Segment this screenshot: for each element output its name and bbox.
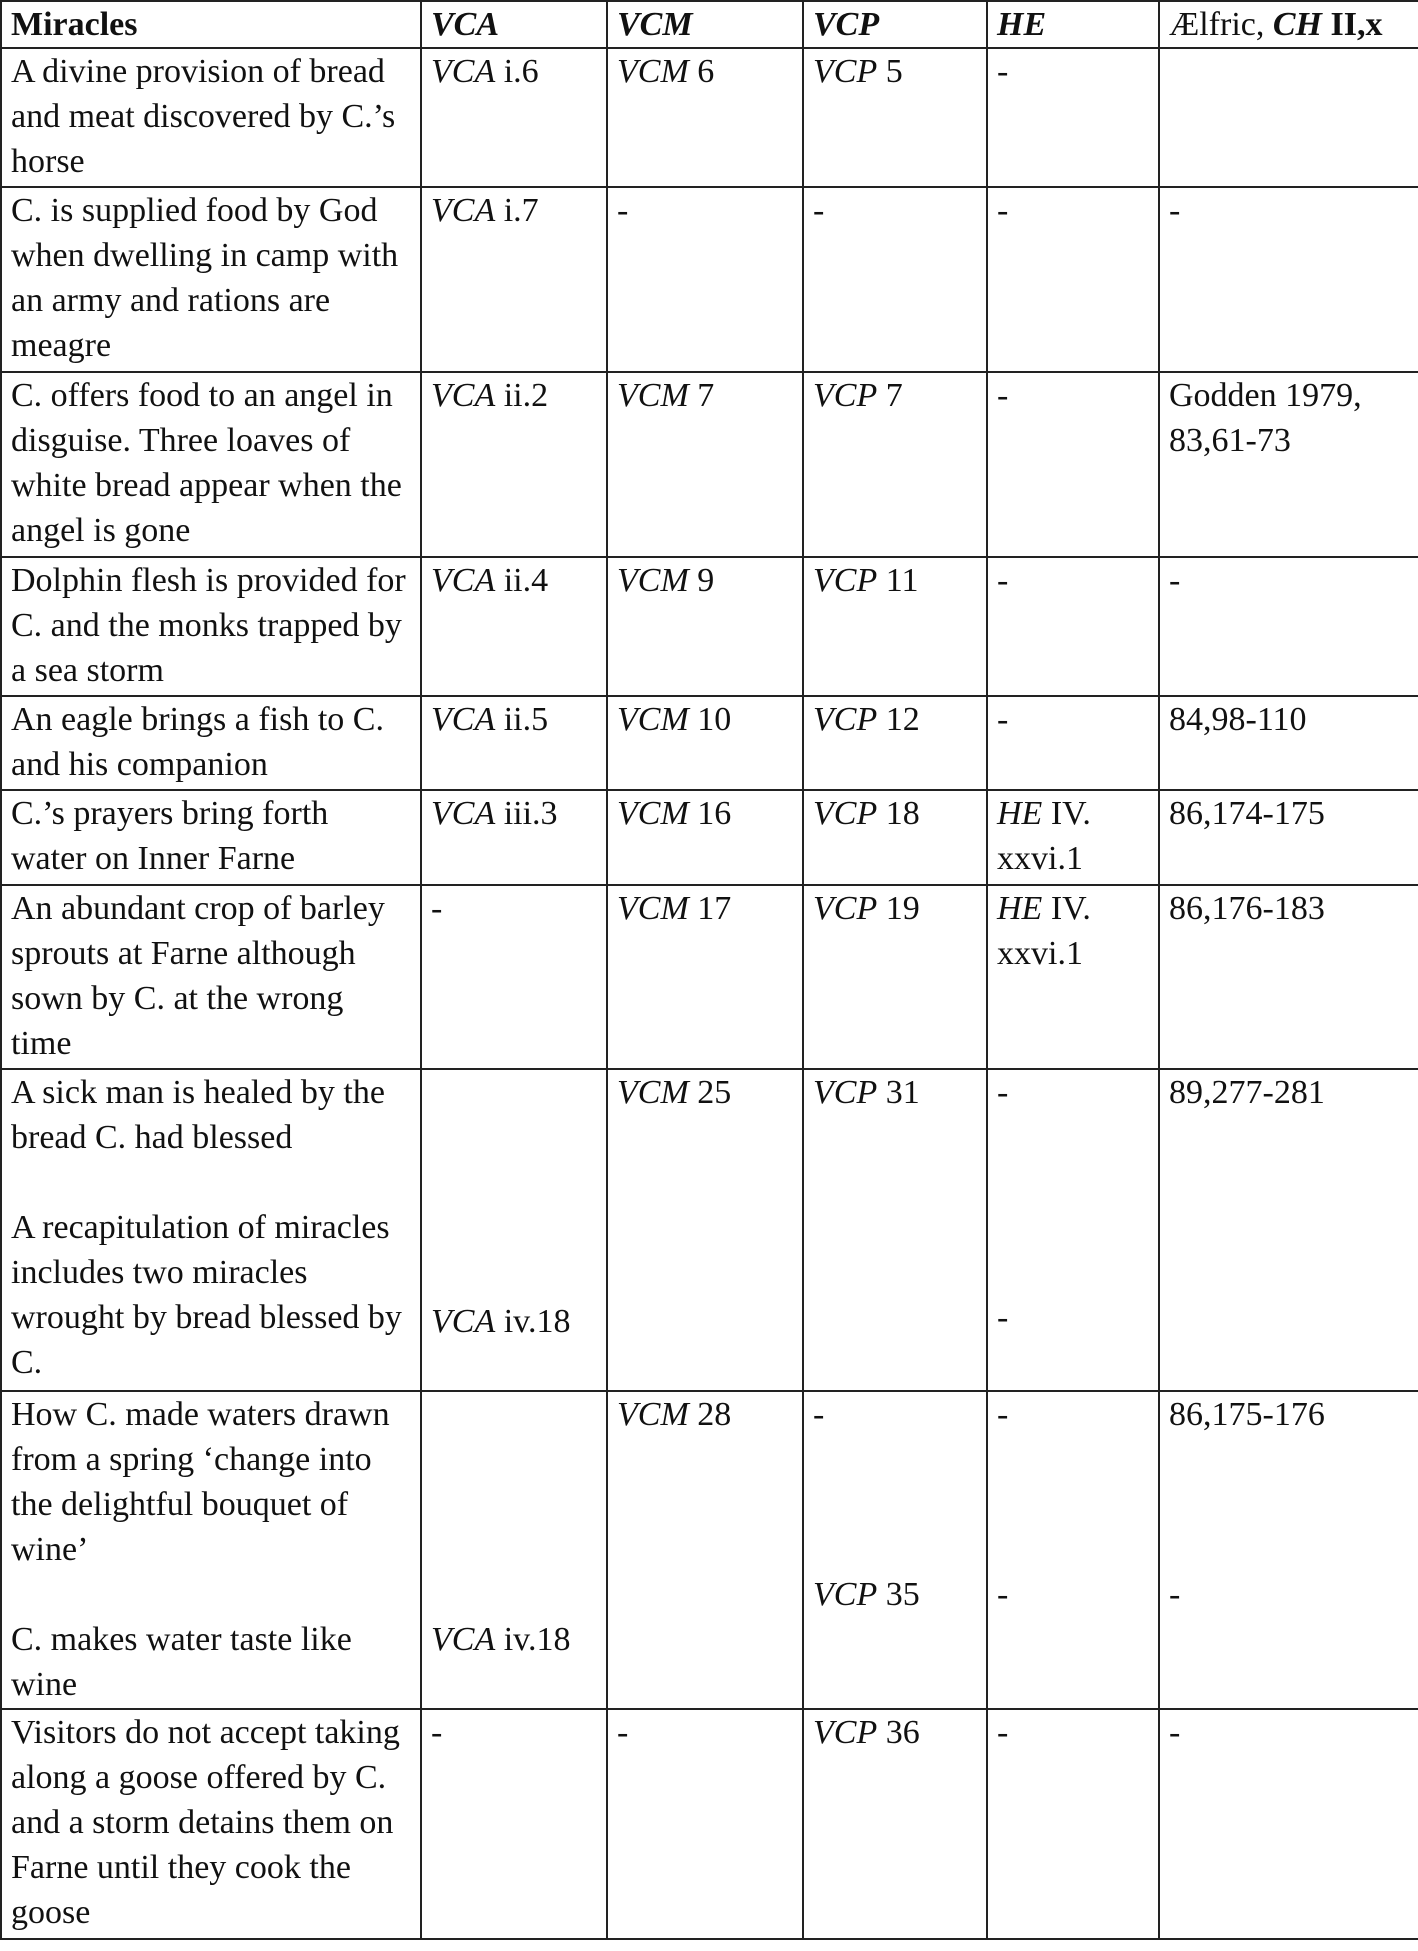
header-aelfric: [1159, 1, 1418, 48]
vca-abbr: VCA: [431, 561, 496, 599]
vcp-ref: 35: [877, 1576, 920, 1614]
he-ref: IV. xxvi.1: [997, 889, 1091, 972]
vcp-abbr: VCP: [813, 1074, 878, 1112]
miracle-text-a: How C. made waters drawn from a spring ‘change into the delightful bouquet of wine’: [11, 1396, 390, 1569]
he-cell: -: [987, 48, 1159, 187]
vcp-cell: [803, 372, 987, 557]
miracle-cell: C.’s prayers bring forth water on Inner Farne: [1, 790, 421, 884]
miracle-cell: [1, 1391, 421, 1709]
vcm-ref: 16: [688, 795, 732, 833]
aelfric-text-b: -: [1169, 1576, 1181, 1614]
aelfric-cell: [1159, 48, 1418, 187]
vcp-abbr: VCP: [813, 889, 878, 927]
header-vca: VCA: [421, 1, 607, 48]
vca-cell: -: [421, 885, 607, 1070]
vcp-ref: 5: [877, 53, 903, 90]
miracle-text-b: A recapitulation of miracles includes two miracles wrought by bread blessed by C.: [11, 1209, 402, 1382]
vca-abbr: VCA: [431, 1621, 496, 1659]
header-aelfric-ch: CH: [1272, 6, 1322, 43]
vcm-cell: [607, 885, 803, 1070]
vcp-cell: -: [803, 187, 987, 372]
header-row: [1, 1, 1418, 48]
vcm-cell: [607, 48, 803, 187]
vca-abbr: VCA: [431, 192, 496, 230]
vcm-ref: 28: [688, 1396, 732, 1434]
vcm-cell: [607, 557, 803, 696]
table-row: [1, 372, 1418, 557]
vcm-abbr: VCM: [617, 701, 689, 739]
he-text-a: -: [997, 1396, 1009, 1434]
table-row: [1, 1391, 1418, 1709]
header-miracles: Miracles: [1, 1, 421, 48]
vcm-ref: 9: [688, 561, 715, 599]
miracle-cell: C. is supplied food by God when dwelling in camp with an army and rations are meagre: [1, 187, 421, 372]
vca-cell: -: [421, 1709, 607, 1939]
aelfric-cell: 86,174-175: [1159, 790, 1418, 884]
vca-abbr: VCA: [431, 1303, 496, 1341]
vcp-cell: [803, 1709, 987, 1939]
vca-ref: i.6: [495, 53, 539, 90]
header-aelfric-prefix: Ælfric,: [1169, 6, 1273, 43]
vcp-text-b: [813, 1572, 978, 1617]
table-row: [1, 557, 1418, 696]
vcm-cell: [607, 372, 803, 557]
he-cell: [987, 1391, 1159, 1709]
aelfric-cell: -: [1159, 187, 1418, 372]
table-row: [1, 48, 1418, 187]
vca-cell: [421, 1069, 607, 1391]
header-vcm: VCM: [607, 1, 803, 48]
aelfric-cell: -: [1159, 557, 1418, 696]
table-row: [1, 790, 1418, 884]
vca-cell: [421, 557, 607, 696]
vca-ref: ii.2: [495, 377, 549, 415]
he-cell: -: [987, 187, 1159, 372]
vcm-abbr: VCM: [617, 795, 689, 833]
vcm-cell: [607, 790, 803, 884]
vcp-cell: [803, 557, 987, 696]
header-aelfric-suffix: II,x: [1321, 6, 1383, 43]
vcp-abbr: VCP: [813, 561, 878, 599]
he-cell: [987, 790, 1159, 884]
vca-ref: iv.18: [495, 1303, 571, 1341]
vcp-cell: [803, 790, 987, 884]
vca-cell: [421, 790, 607, 884]
vca-ref: i.7: [495, 192, 539, 230]
vcp-abbr: VCP: [813, 53, 878, 90]
table-row: [1, 1709, 1418, 1939]
vcp-abbr: VCP: [813, 377, 878, 415]
he-abbr: HE: [997, 795, 1043, 833]
vca-ref: iv.18: [495, 1621, 571, 1659]
vcm-ref: 7: [688, 377, 715, 415]
vcp-cell: [803, 696, 987, 790]
aelfric-cell: 86,176-183: [1159, 885, 1418, 1070]
aelfric-cell: Godden 1979, 83,61-73: [1159, 372, 1418, 557]
he-cell: [987, 1069, 1159, 1391]
miracle-cell: An abundant crop of barley sprouts at Farne although sown by C. at the wrong time: [1, 885, 421, 1070]
paragraph-gap: [11, 1160, 412, 1205]
vca-abbr: VCA: [431, 701, 496, 739]
vca-abbr: VCA: [431, 377, 496, 415]
miracle-cell: A divine provision of bread and meat discovered by C.’s horse: [1, 48, 421, 187]
vcp-abbr: VCP: [813, 701, 878, 739]
vca-ref: iii.3: [495, 795, 558, 833]
aelfric-cell: -: [1159, 1709, 1418, 1939]
vcm-abbr: VCM: [617, 1074, 689, 1112]
vca-ref: ii.5: [495, 701, 549, 739]
he-abbr: HE: [997, 889, 1043, 927]
vcm-abbr: VCM: [617, 53, 689, 90]
vcm-abbr: VCM: [617, 1396, 689, 1434]
vcm-ref: 17: [688, 889, 732, 927]
paragraph-gap: [11, 1572, 412, 1617]
vcm-cell: -: [607, 1709, 803, 1939]
header-he: HE: [987, 1, 1159, 48]
he-cell: -: [987, 372, 1159, 557]
miracle-cell: [1, 1069, 421, 1391]
vcp-ref: 19: [877, 889, 920, 927]
vcm-ref: 10: [688, 701, 732, 739]
vcm-abbr: VCM: [617, 889, 689, 927]
vca-cell: [421, 187, 607, 372]
miracle-cell: C. offers food to an angel in disguise. Three loaves of white bread appear when the angel is gone: [1, 372, 421, 557]
vcm-cell: [607, 1391, 803, 1709]
he-cell: -: [987, 696, 1159, 790]
vcp-cell: [803, 885, 987, 1070]
vca-cell: [421, 696, 607, 790]
vca-abbr: VCA: [431, 53, 496, 90]
vcp-ref: 18: [877, 795, 920, 833]
vcm-cell: -: [607, 187, 803, 372]
miracle-cell: Visitors do not accept taking along a goose offered by C. and a storm detains them on Farne until they cook the goose: [1, 1709, 421, 1939]
vca-ref: ii.4: [495, 561, 549, 599]
he-ref: IV. xxvi.1: [997, 795, 1091, 878]
vcp-abbr: VCP: [813, 795, 878, 833]
vca-cell: [421, 1391, 607, 1709]
he-text-b: -: [997, 1299, 1009, 1337]
vcp-ref: 36: [877, 1714, 920, 1752]
he-text-a: -: [997, 1074, 1009, 1112]
vcp-ref: 11: [877, 561, 919, 599]
vca-cell: [421, 372, 607, 557]
vcp-ref: 7: [877, 377, 903, 415]
table-row: [1, 187, 1418, 372]
vcp-ref: 31: [877, 1074, 920, 1112]
vcp-text-a: -: [813, 1396, 825, 1434]
vcm-abbr: VCM: [617, 377, 689, 415]
vcp-cell: [803, 1391, 987, 1709]
miracle-cell: An eagle brings a fish to C. and his companion: [1, 696, 421, 790]
vcp-ref: 12: [877, 701, 920, 739]
vcp-abbr: VCP: [813, 1576, 878, 1614]
vcp-cell: [803, 48, 987, 187]
aelfric-cell: 84,98-110: [1159, 696, 1418, 790]
aelfric-cell: [1159, 1391, 1418, 1709]
aelfric-text-a: 86,175-176: [1169, 1396, 1325, 1434]
vcm-cell: [607, 1069, 803, 1391]
vcp-abbr: VCP: [813, 1714, 878, 1752]
he-cell: [987, 885, 1159, 1070]
table-row: [1, 696, 1418, 790]
vca-abbr: VCA: [431, 795, 496, 833]
he-cell: -: [987, 1709, 1159, 1939]
he-text-b: -: [997, 1576, 1009, 1614]
aelfric-cell: 89,277-281: [1159, 1069, 1418, 1391]
miracle-cell: Dolphin flesh is provided for C. and the monks trapped by a sea storm: [1, 557, 421, 696]
vcm-abbr: VCM: [617, 561, 689, 599]
vcp-cell: [803, 1069, 987, 1391]
vcm-cell: [607, 696, 803, 790]
miracle-text-b: C. makes water taste like wine: [11, 1621, 352, 1704]
table-row: [1, 885, 1418, 1070]
he-cell: -: [987, 557, 1159, 696]
miracle-text-a: A sick man is healed by the bread C. had blessed: [11, 1074, 385, 1157]
vcm-ref: 6: [688, 53, 715, 90]
header-vcp: VCP: [803, 1, 987, 48]
table-row: [1, 1069, 1418, 1391]
vca-cell: [421, 48, 607, 187]
vcm-ref: 25: [688, 1074, 732, 1112]
